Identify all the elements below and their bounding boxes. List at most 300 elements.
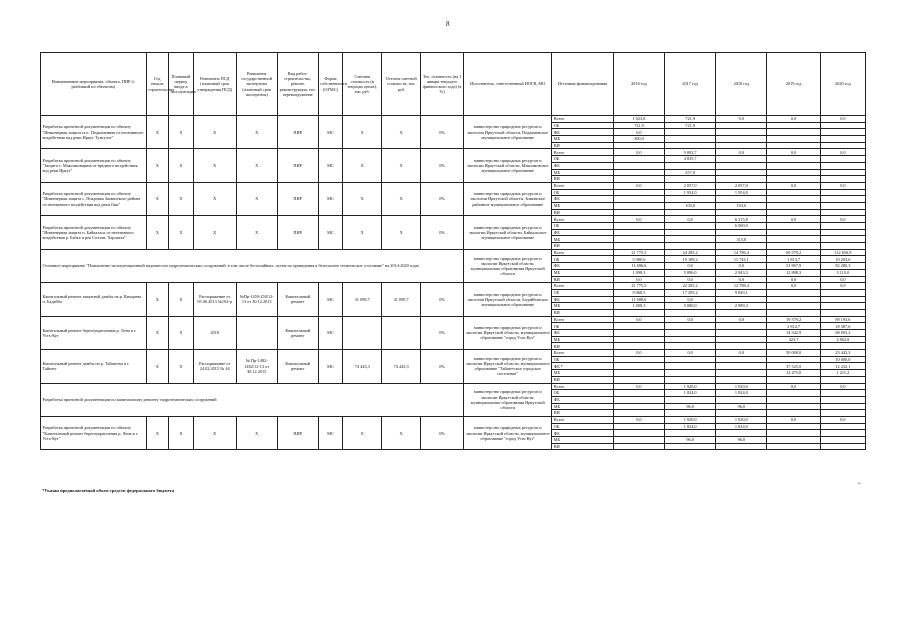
- funding-source: МБ: [552, 136, 613, 143]
- amount-y19: 0,0: [767, 383, 820, 390]
- period: X: [169, 350, 194, 383]
- amount-y17: 0,0: [665, 263, 716, 270]
- amount-y20: [820, 223, 865, 230]
- amount-y16: [613, 437, 664, 444]
- project-row: [41, 316, 866, 323]
- funding-source: ОБ: [552, 323, 613, 330]
- amount-y16: 5 980,6: [613, 256, 664, 263]
- amount-y16: [613, 403, 664, 410]
- psd-details: X: [193, 216, 236, 249]
- amount-y18: 315,8: [716, 236, 767, 243]
- funding-source: ОБ: [552, 256, 613, 263]
- table-header-row: [41, 53, 866, 116]
- funding-source: ФБ: [552, 396, 613, 403]
- start-year: X: [146, 216, 169, 249]
- amount-y18: [716, 443, 767, 450]
- readiness: 0%: [421, 149, 464, 182]
- project-row: [41, 350, 866, 357]
- funding-source: МБ: [552, 370, 613, 377]
- amount-y18: [716, 396, 767, 403]
- amount-y20: [820, 410, 865, 417]
- amount-y16: 1 008,3: [613, 303, 664, 310]
- amount-y18: 1 920,0: [716, 383, 767, 390]
- amount-y18: [716, 370, 767, 377]
- amount-y19: [767, 289, 820, 296]
- amount-y19: 37 525,0: [767, 363, 820, 370]
- amount-y20: 3 115,0: [820, 269, 865, 276]
- funding-source: МБ: [552, 269, 613, 276]
- remaining-cost: X: [382, 149, 421, 182]
- readiness: 0%: [421, 283, 464, 316]
- readiness: 0%: [421, 416, 464, 449]
- amount-y16: [613, 243, 664, 250]
- amount-y18: 6 315,8: [716, 216, 767, 223]
- amount-y16: 0,0: [613, 416, 664, 423]
- executor: министерство природных ресурсов и экологии Иркутской области, муниципальное образование "город Усть-Кут": [464, 416, 552, 449]
- amount-y18: [716, 410, 767, 417]
- amount-y19: [767, 202, 820, 209]
- amount-y18: [716, 122, 767, 129]
- amount-y18: 2 943,3: [716, 269, 767, 276]
- amount-y19: 14 342,9: [767, 330, 820, 337]
- amount-y17: [665, 370, 716, 377]
- amount-y19: 1 813,7: [767, 256, 820, 263]
- amount-y20: 0,0: [820, 383, 865, 390]
- header-remaining: Остаток сметной стоимости, тыс руб: [382, 53, 421, 116]
- amount-y16: [613, 396, 664, 403]
- amount-y17: [665, 430, 716, 437]
- funding-source: Всего: [552, 383, 613, 390]
- header-ownership: Форма собственности (ОГМС): [318, 53, 343, 116]
- amount-y17: 103,0: [665, 202, 716, 209]
- amount-y16: 9 068,5: [613, 289, 664, 296]
- period: X: [169, 316, 194, 349]
- header-period: Плановый период ввода в эксплуатацию: [169, 53, 194, 116]
- funding-source: ВИ: [552, 443, 613, 450]
- project-name: Капитальный ремонт берегоукрепления р. Лена в г. Усть-Кут: [41, 316, 147, 349]
- amount-y17: 22 285,2: [665, 283, 716, 290]
- amount-y16: 721,9: [613, 122, 664, 129]
- project-row: [41, 216, 866, 223]
- amount-y19: [767, 437, 820, 444]
- amount-y17: 1 920,0: [665, 416, 716, 423]
- amount-y16: [613, 162, 664, 169]
- header-2016: 2016 год: [613, 53, 664, 116]
- amount-y16: 21 775,5: [613, 249, 664, 256]
- amount-y19: 0,0: [767, 116, 820, 123]
- funding-source: Всего: [552, 416, 613, 423]
- amount-y17: 0,0: [665, 216, 716, 223]
- work-type: ПИР: [277, 116, 318, 149]
- funding-source: ВИ: [552, 343, 613, 350]
- amount-y17: [665, 356, 716, 363]
- funding-source: Всего: [552, 182, 613, 189]
- funding-source: ОБ: [552, 356, 613, 363]
- amount-y18: 2 057,0: [716, 182, 767, 189]
- amount-y17: [665, 236, 716, 243]
- amount-y19: [767, 430, 820, 437]
- amount-y17: [665, 363, 716, 370]
- amount-y16: [613, 223, 664, 230]
- funding-source: МБ: [552, 437, 613, 444]
- psd-details: X: [193, 149, 236, 182]
- project-name: Разработка проектной документации по объекту "Инженерная защита с. Покровка Зиминского района от негативного воздействия вод реки Оки": [41, 182, 147, 215]
- funding-source: Всего: [552, 149, 613, 156]
- header-2019: 2019 год: [767, 53, 820, 116]
- amount-y19: [767, 423, 820, 430]
- header-source: Источник финансирования: [552, 53, 613, 116]
- amount-y17: [665, 323, 716, 330]
- estimated-cost: 31 099,7: [343, 283, 382, 316]
- estimated-cost: 74 443,3: [343, 350, 382, 383]
- work-type: ПИР: [277, 182, 318, 215]
- amount-y17: [665, 196, 716, 203]
- amount-y19: [767, 156, 820, 163]
- amount-y17: [665, 229, 716, 236]
- amount-y19: [767, 410, 820, 417]
- amount-y17: [665, 410, 716, 417]
- amount-y18: [716, 296, 767, 303]
- amount-y16: [613, 176, 664, 183]
- amount-y16: [613, 443, 664, 450]
- amount-y16: 0,0: [613, 182, 664, 189]
- amount-y19: [767, 196, 820, 203]
- amount-y18: 1 920,0: [716, 416, 767, 423]
- amount-y18: [716, 142, 767, 149]
- expertise-details: X: [236, 149, 277, 182]
- amount-y16: 0,0: [613, 216, 664, 223]
- amount-y18: [716, 343, 767, 350]
- amount-y19: [767, 403, 820, 410]
- ownership: МС: [318, 316, 343, 349]
- page-mark: ».: [858, 480, 862, 485]
- amount-y20: [820, 430, 865, 437]
- amount-y18: 0,0: [716, 350, 767, 357]
- psd-details: 2018: [193, 316, 236, 349]
- project-name: Капитальный ремонт дамбы на р. Тайшетка в г. Тайшет: [41, 350, 147, 383]
- funding-source: МБ: [552, 236, 613, 243]
- amount-y20: [820, 136, 865, 143]
- amount-y19: [767, 343, 820, 350]
- amount-y18: [716, 196, 767, 203]
- work-type: Капитальный ремонт: [277, 283, 318, 316]
- amount-y20: 0,0: [820, 276, 865, 283]
- project-name: Разработка проектной документации по объекту "Капитальный ремонт берегоукрепления р. Лена в г. Усть-Кут": [41, 416, 147, 449]
- amount-y17: 257,0: [665, 169, 716, 176]
- amount-y18: [716, 176, 767, 183]
- amount-y16: [613, 229, 664, 236]
- amount-y17: 0,0: [665, 350, 716, 357]
- amount-y19: 12 475,0: [767, 370, 820, 377]
- readiness: 0%: [421, 216, 464, 249]
- amount-y20: 0,0: [820, 116, 865, 123]
- funding-source: МБ: [552, 202, 613, 209]
- section-row: [41, 249, 866, 256]
- amount-y16: 0,0: [613, 383, 664, 390]
- amount-y17: [665, 162, 716, 169]
- work-type: ПИР: [277, 149, 318, 182]
- expertise-details: № Пр-1482-1482/12-13 от 30.12.2015: [236, 350, 277, 383]
- amount-y16: [613, 423, 664, 430]
- executor: министерство природных ресурсов и экологии Иркутской области, муниципальное образование "город Усть-Кут": [464, 316, 552, 349]
- amount-y18: 0,0: [716, 316, 767, 323]
- readiness: 0%: [421, 116, 464, 149]
- start-year: X: [146, 350, 169, 383]
- funding-source: ФБ: [552, 129, 613, 136]
- executor: министерство природных ресурсов и экологии Иркутской области, Подкаменское муниципальное образование: [464, 116, 552, 149]
- amount-y17: [665, 243, 716, 250]
- project-name: Разработка проектной документации по объекту "Инженерная защита п. Байкальск от негативного воздействия р. Бабха и рек Солзан, Харлахта": [41, 216, 147, 249]
- amount-y20: [820, 156, 865, 163]
- amount-y20: 82 280,3: [820, 263, 865, 270]
- work-type: ПИР: [277, 416, 318, 449]
- amount-y17: [665, 336, 716, 343]
- amount-y18: 0,0: [716, 276, 767, 283]
- amount-y19: [767, 229, 820, 236]
- amount-y19: [767, 122, 820, 129]
- amount-y16: [613, 236, 664, 243]
- amount-y18: [716, 169, 767, 176]
- amount-y20: 0,0: [820, 216, 865, 223]
- amount-y18: 103,0: [716, 202, 767, 209]
- estimated-cost: X: [343, 416, 382, 449]
- amount-y17: [665, 142, 716, 149]
- amount-y17: 721,9: [665, 116, 716, 123]
- amount-y19: [767, 296, 820, 303]
- amount-y17: [665, 176, 716, 183]
- amount-y18: 11 743,1: [716, 256, 767, 263]
- funding-source: ФБ: [552, 196, 613, 203]
- amount-y18: [716, 330, 767, 337]
- amount-y20: [820, 162, 865, 169]
- amount-y20: 68 003,2: [820, 330, 865, 337]
- amount-y18: 96,0: [716, 403, 767, 410]
- funding-source: ФБ: [552, 296, 613, 303]
- estimated-cost: X: [343, 149, 382, 182]
- amount-y20: [820, 423, 865, 430]
- funding-source: ВИ: [552, 376, 613, 383]
- amount-y20: [820, 169, 865, 176]
- amount-y16: 300,0: [613, 136, 664, 143]
- ownership: МС: [318, 350, 343, 383]
- project-name: Разработка проектной документации по объекту "Инженерная защита пос. Подкаменная от негативного воздействия вод реки Иркут Тунгуэта": [41, 116, 147, 149]
- amount-y19: [767, 169, 820, 176]
- estimated-cost: X: [343, 216, 382, 249]
- funding-source: МБ: [552, 403, 613, 410]
- expertise-details: №Пр-1459-250/12-13 от 30.12.2013: [236, 283, 277, 316]
- amount-y19: [767, 189, 820, 196]
- header-start-year: Год начала строительства: [146, 53, 169, 116]
- amount-y17: 17 295,2: [665, 289, 716, 296]
- amount-y19: [767, 209, 820, 216]
- funding-source: ОБ: [552, 289, 613, 296]
- amount-y19: [767, 162, 820, 169]
- amount-y20: [820, 343, 865, 350]
- amount-y16: [613, 189, 664, 196]
- funding-source: МБ: [552, 303, 613, 310]
- funding-source: МБ: [552, 336, 613, 343]
- amount-y20: 2 802,8: [820, 336, 865, 343]
- amount-y16: [613, 196, 664, 203]
- header-2017: 2017 год: [665, 53, 716, 116]
- header-cost: Сметная стоимость (в текущих ценах), тыс руб.: [343, 53, 382, 116]
- amount-y17: [665, 330, 716, 337]
- amount-y18: 14 786,4: [716, 249, 767, 256]
- amount-y18: 1 824,0: [716, 390, 767, 397]
- amount-y16: [613, 343, 664, 350]
- amount-y19: 51 867,9: [767, 263, 820, 270]
- amount-y19: 0,0: [767, 182, 820, 189]
- amount-y16: 11 698,6: [613, 296, 664, 303]
- amount-y16: [613, 209, 664, 216]
- amount-y20: 1 211,2: [820, 370, 865, 377]
- amount-y18: [716, 430, 767, 437]
- funding-source: ВИ: [552, 209, 613, 216]
- psd-details: X: [193, 116, 236, 149]
- amount-y17: 5 096,0: [665, 269, 716, 276]
- amount-y16: 1 098,3: [613, 269, 664, 276]
- amount-y16: [613, 309, 664, 316]
- ownership: МС: [318, 149, 343, 182]
- ownership: МС: [318, 216, 343, 249]
- amount-y17: [665, 343, 716, 350]
- ownership: МС: [318, 283, 343, 316]
- readiness: 0%: [421, 182, 464, 215]
- expertise-details: [236, 316, 277, 349]
- expertise-details: X: [236, 416, 277, 449]
- amount-y20: 0,0: [820, 149, 865, 156]
- amount-y19: 0,0: [767, 416, 820, 423]
- amount-y18: [716, 376, 767, 383]
- expertise-details: X: [236, 216, 277, 249]
- amount-y16: 0,0: [613, 316, 664, 323]
- amount-y18: [716, 209, 767, 216]
- table-body: [41, 116, 866, 450]
- amount-y18: [716, 156, 767, 163]
- amount-y18: 1 954,0: [716, 189, 767, 196]
- psd-details: Распоряжение от 24.02.2015 № 44: [193, 350, 236, 383]
- amount-y20: 112 656,9: [820, 249, 865, 256]
- estimated-cost: [343, 316, 382, 349]
- amount-y19: [767, 443, 820, 450]
- amount-y19: 0,0: [767, 283, 820, 290]
- funding-source: ВИ: [552, 176, 613, 183]
- amount-y16: [613, 330, 664, 337]
- section-name: Разработка проектной документации по капитальному ремонту гидротехнических сооружений: [41, 383, 464, 416]
- executor: министерство природных ресурсов и экологии Иркутской области, Зиминское районное муниципальное образование: [464, 182, 552, 215]
- amount-y16: 0,0: [613, 276, 664, 283]
- amount-y18: 0,0: [716, 116, 767, 123]
- ownership: МС: [318, 416, 343, 449]
- project-row: [41, 149, 866, 156]
- amount-y18: 12 788,4: [716, 283, 767, 290]
- amount-y17: 2 057,0: [665, 182, 716, 189]
- amount-y18: 6 000,0: [716, 223, 767, 230]
- amount-y17: [665, 136, 716, 143]
- period: X: [169, 182, 194, 215]
- amount-y17: [665, 223, 716, 230]
- amount-y18: [716, 162, 767, 169]
- readiness: 0%: [421, 316, 464, 349]
- amount-y20: [820, 189, 865, 196]
- amount-y17: 1 954,0: [665, 189, 716, 196]
- amount-y20: 12 232,1: [820, 363, 865, 370]
- amount-y16: 0,0: [613, 149, 664, 156]
- amount-y17: 1 824,0: [665, 423, 716, 430]
- amount-y20: 0,0: [820, 416, 865, 423]
- start-year: X: [146, 116, 169, 149]
- header-executor: Исполнитель, ответственный ИОГВ, МО: [464, 53, 552, 116]
- amount-y19: [767, 236, 820, 243]
- remaining-cost: X: [382, 116, 421, 149]
- start-year: X: [146, 416, 169, 449]
- amount-y17: 721,9: [665, 122, 716, 129]
- amount-y16: [613, 410, 664, 417]
- amount-y19: 50 000,0: [767, 350, 820, 357]
- amount-y16: 21 775,5: [613, 283, 664, 290]
- ownership: МС: [318, 116, 343, 149]
- funding-source: Всего: [552, 216, 613, 223]
- amount-y17: 5 000,0: [665, 303, 716, 310]
- section-name: Основное мероприятие "Повышение эксплуатационной надежности гидротехнических сооружений, в том числе бесхозяйных, путем их приведения в безопасное техническое состояние" на 2014-2020 годы: [41, 249, 464, 282]
- amount-y18: [716, 336, 767, 343]
- funding-source: ОБ: [552, 390, 613, 397]
- amount-y19: 19 579,2: [767, 316, 820, 323]
- amount-y16: [613, 336, 664, 343]
- funding-source: Всего: [552, 350, 613, 357]
- amount-y20: [820, 443, 865, 450]
- funding-source: Всего: [552, 249, 613, 256]
- amount-y16: [613, 156, 664, 163]
- amount-y20: [820, 122, 865, 129]
- remaining-cost: X: [382, 216, 421, 249]
- header-expertise: Реквизиты государственной экспертизы (плановый срок экспертизы): [236, 53, 277, 116]
- period: X: [169, 416, 194, 449]
- work-type: Капитальный ремонт: [277, 350, 318, 383]
- amount-y19: 0,0: [767, 149, 820, 156]
- amount-y17: [665, 396, 716, 403]
- amount-y20: [820, 289, 865, 296]
- funding-source: ВИ: [552, 276, 613, 283]
- funding-source: ФБ: [552, 229, 613, 236]
- amount-y19: [767, 396, 820, 403]
- program-table: [40, 52, 866, 450]
- funding-source: ВИ: [552, 243, 613, 250]
- amount-y20: [820, 376, 865, 383]
- executor: министерство природных ресурсов и экологии Иркутской области, муниципальные образования Иркутской области: [464, 383, 552, 416]
- section-row: [41, 383, 866, 390]
- amount-y16: [613, 390, 664, 397]
- work-type: Капитальный ремонт: [277, 316, 318, 349]
- amount-y18: 96,0: [716, 437, 767, 444]
- amount-y17: [665, 209, 716, 216]
- estimated-cost: X: [343, 182, 382, 215]
- amount-y19: [767, 176, 820, 183]
- amount-y19: 69 579,2: [767, 249, 820, 256]
- amount-y20: [820, 202, 865, 209]
- funding-source: Всего: [552, 316, 613, 323]
- amount-y19: [767, 129, 820, 136]
- project-row: [41, 416, 866, 423]
- amount-y18: [716, 323, 767, 330]
- amount-y20: [820, 129, 865, 136]
- amount-y20: 0,0: [820, 283, 865, 290]
- header-name: Наименование мероприятия, объекта, ПИР (с разбивкой по объектам): [41, 53, 147, 116]
- page-number: 8: [446, 20, 450, 28]
- amount-y19: [767, 390, 820, 397]
- amount-y18: [716, 129, 767, 136]
- funding-source: ВИ: [552, 142, 613, 149]
